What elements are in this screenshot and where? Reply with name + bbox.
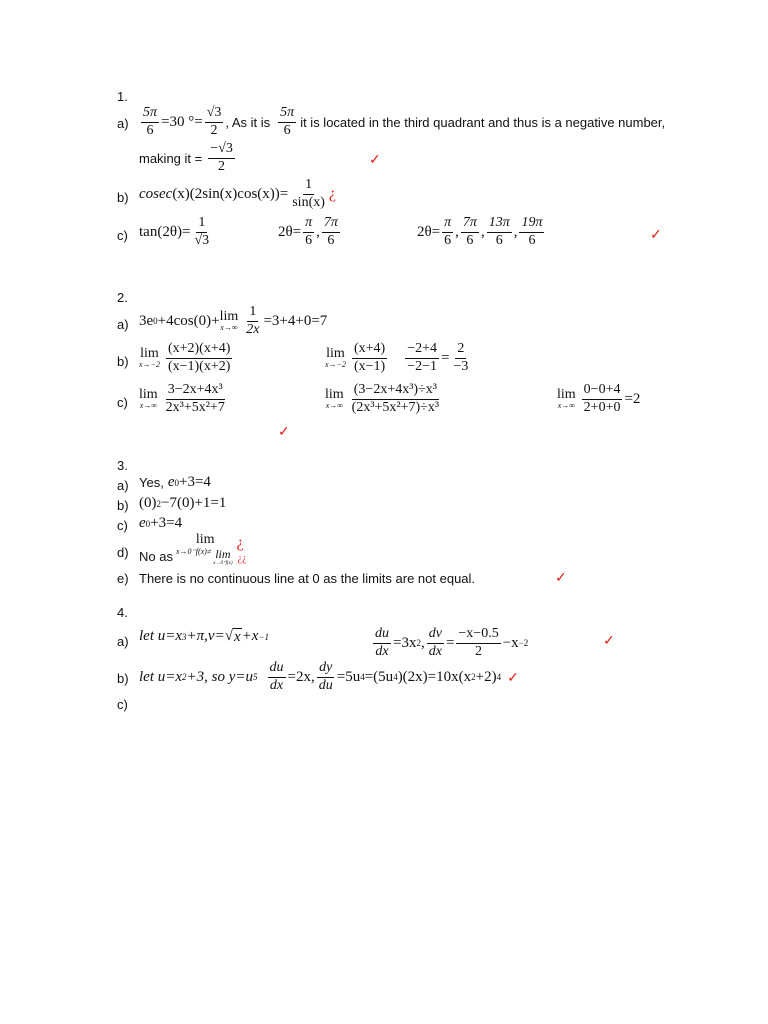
q1a-line-2 bbox=[139, 142, 237, 174]
fraction: $\frac{5\pi}{6}$ bbox=[280, 105, 295, 138]
invalid-char-icon: ¿ bbox=[236, 534, 244, 552]
check-mark-icon: ✓ bbox=[369, 151, 381, 167]
limit-operator: lim x→−2 bbox=[139, 346, 160, 370]
limit-operator: lim x→−2 bbox=[325, 346, 346, 370]
fraction: $\frac{dv}{dx}$ bbox=[428, 626, 442, 659]
q1c-label: c) bbox=[117, 228, 128, 243]
limit-operator: lim x→∞ bbox=[139, 387, 158, 411]
q1a-math-2 bbox=[276, 106, 298, 138]
q4a-label: a) bbox=[117, 634, 129, 649]
equation-text: 3e bbox=[139, 312, 154, 329]
equation-text: )(2x)=10x(x bbox=[397, 668, 472, 685]
fraction: $\frac{(x+4)}{(x-1)}$ bbox=[353, 341, 386, 374]
fraction: $\frac{\pi}{6}$ bbox=[305, 215, 313, 248]
q1b-line bbox=[139, 178, 336, 210]
equation-text: = bbox=[440, 349, 450, 366]
q3e-label: e) bbox=[117, 571, 129, 586]
equation-text: =3+4+0=7 bbox=[263, 312, 328, 329]
fraction: $\frac{1}{√3}$ bbox=[194, 215, 210, 248]
q2c-label: c) bbox=[117, 395, 128, 410]
equation-text: =5u bbox=[336, 668, 361, 685]
equation-text: e bbox=[139, 515, 146, 531]
q2a-line: 3e 0 +4cos(0)+ lim x→∞ $\frac{1}{2x}$ =3+4+0=7 bbox=[139, 304, 328, 337]
q1c-mid: 2θ= $\frac{\pi}{6}$ , $\frac{7\pi}{6}$ bbox=[278, 215, 338, 248]
q3d-line bbox=[139, 533, 247, 566]
fraction: $\frac{7\pi}{6}$ bbox=[323, 215, 338, 248]
equation-text: 2θ= bbox=[278, 223, 302, 240]
limit-operator: lim bbox=[195, 532, 215, 547]
equation-text: +2) bbox=[475, 668, 497, 685]
invalid-char-icon: ¿¿ bbox=[237, 553, 247, 565]
q4c-label: c) bbox=[117, 697, 128, 712]
q1c-right: 2θ= $\frac{\pi}{6}$ , $\frac{7\pi}{6}$ , $\frac{13\pi}{6}$ , $\frac{19\pi}{6}$ bbox=[417, 215, 543, 248]
q3a-line: Yes, e 0 +3=4 bbox=[139, 474, 211, 490]
equation-text: let u=x bbox=[139, 668, 183, 685]
equation-text: +π,v= bbox=[186, 628, 225, 644]
fraction: $\frac{du}{dx}$ bbox=[375, 626, 389, 659]
q3a-text: Yes, bbox=[139, 475, 164, 490]
check-mark-icon: ✓ bbox=[603, 632, 615, 648]
equation-text: +3=4 bbox=[150, 515, 183, 531]
fraction: $\frac{dy}{du}$ bbox=[318, 660, 333, 693]
q1a-tail-text: it is located in the third quadrant and thus is a negative number, bbox=[300, 114, 666, 130]
fraction: $\frac{1}{\sin(x)}$ bbox=[292, 177, 325, 210]
equation-text: 2θ= bbox=[417, 223, 441, 240]
limit-operator: lim x→∞ bbox=[325, 387, 344, 411]
q2c-left bbox=[139, 383, 229, 415]
q1a-making-text: making it = bbox=[139, 150, 203, 166]
q2b-left bbox=[139, 342, 234, 374]
q1c-lhs bbox=[139, 216, 213, 248]
q2a-label: a) bbox=[117, 317, 129, 332]
equation-text: =30 °= bbox=[161, 113, 203, 130]
fraction: $\frac{du}{dx}$ bbox=[269, 660, 284, 693]
q3c-line: e 0 +3=4 bbox=[139, 515, 183, 531]
equation-text: = bbox=[445, 634, 455, 651]
limit-operator: lim x→∞ bbox=[557, 387, 576, 411]
fraction: $\frac{19\pi}{6}$ bbox=[521, 215, 543, 248]
question-number-2: 2. bbox=[117, 290, 128, 305]
q3e-text: There is no continuous line at 0 as the limits are not equal. bbox=[139, 571, 476, 586]
question-number-3: 3. bbox=[117, 458, 128, 473]
check-mark-icon: ✓ bbox=[278, 423, 290, 439]
fraction: $\frac{1}{2x}$ bbox=[246, 304, 260, 337]
equation-text: +x bbox=[241, 628, 259, 644]
q4a-right: $\frac{du}{dx}$ =3x 2 , $\frac{dv}{dx}$ = $\frac{-x-0.5}{2}$ −x −2 bbox=[375, 626, 529, 659]
q2c-mid bbox=[325, 383, 443, 415]
fraction: $\frac{-2+4}{-2-1}$ bbox=[407, 341, 437, 374]
q1b-label: b) bbox=[117, 190, 129, 205]
q1a-line bbox=[139, 106, 665, 138]
limit-operator: lim x→∞ bbox=[219, 309, 239, 333]
fraction: $\frac{(x+2)(x+4)}{(x-1)(x+2)}$ bbox=[167, 341, 231, 374]
equation-text: +3=4 bbox=[179, 474, 211, 490]
q3c-label: c) bbox=[117, 518, 128, 533]
equation-text: e bbox=[167, 474, 175, 490]
fraction: $\frac{-x-0.5}{2}$ bbox=[458, 626, 499, 659]
limit-subscript: x→0⁻f(x)≠ lim x→0⁺f(x) bbox=[175, 546, 233, 566]
invalid-char-icon: ¿ bbox=[328, 185, 337, 203]
question-number-1: 1. bbox=[117, 89, 128, 104]
limit-operator: lim x→0⁺f(x) bbox=[213, 546, 233, 566]
equation-text: let u=x bbox=[139, 628, 183, 644]
fraction: $\frac{2}{-3}$ bbox=[453, 341, 469, 374]
equation-text: =3x bbox=[393, 634, 417, 651]
q1b-math: cosec (x)(2sin(x)cos(x))= $\frac{1}{\sin(x)}$ bbox=[139, 177, 325, 210]
equation-text: −7(0)+1=1 bbox=[161, 495, 227, 511]
equation-text: =2 bbox=[624, 390, 641, 407]
q1a-mid-text: , As it is bbox=[225, 114, 271, 130]
radicand: x bbox=[233, 628, 241, 645]
q3d-label: d) bbox=[117, 545, 129, 560]
equation-text: tan(2θ)= bbox=[139, 223, 191, 240]
q2b-label: b) bbox=[117, 354, 129, 369]
q3b-label: b) bbox=[117, 498, 129, 513]
q4b-line: let u=x 2 +3, so y=u 5 $\frac{du}{dx}$ =2x, $\frac{dy}{du}$ =5u 4 =(5u 4 )(2x)=10x(x 2 +2) 4 ✓ bbox=[139, 660, 519, 693]
question-number-4: 4. bbox=[117, 605, 128, 620]
equation-text: , bbox=[420, 634, 425, 651]
equation-text: (x)(2sin(x)cos(x))= bbox=[172, 185, 289, 202]
fraction: $\frac{7\pi}{6}$ bbox=[462, 215, 477, 248]
equation-text: (0) bbox=[139, 495, 157, 511]
q1a-math-3 bbox=[206, 142, 237, 174]
fraction: $\frac{13\pi}{6}$ bbox=[488, 215, 510, 248]
q4a-left: let u=x 3 +π,v= √ x +x −1 bbox=[139, 628, 269, 645]
q2c-right bbox=[557, 383, 640, 415]
q1a-label: a) bbox=[117, 116, 129, 131]
check-mark-icon: ✓ bbox=[555, 569, 567, 585]
check-mark-icon: ✓ bbox=[507, 668, 519, 685]
equation-text: =(5u bbox=[364, 668, 394, 685]
check-mark-icon: ✓ bbox=[650, 226, 662, 242]
fraction: $\frac{\text{3−2x+4x³}}{\text{2x³+5x²+7}}$ bbox=[165, 382, 225, 415]
equation-text: −x bbox=[502, 634, 519, 651]
equation-text: +4cos(0)+ bbox=[157, 312, 220, 329]
fraction: $\frac{\text{(3−2x+4x³)÷x³}}{\text{(2x³+5x²+7)÷x³}}$ bbox=[351, 382, 440, 415]
fraction: $\frac{√3}{2}$ bbox=[206, 105, 222, 138]
q2b-right bbox=[325, 342, 472, 374]
equation-text: =2x, bbox=[287, 668, 315, 685]
q4b-label: b) bbox=[117, 671, 129, 686]
equation-text: +3, so y=u bbox=[186, 668, 254, 685]
q3d-text: No as bbox=[139, 549, 173, 565]
fraction: $\frac{-√3}{2}$ bbox=[210, 141, 233, 174]
fraction: $\frac{0-0+4}{2+0+0}$ bbox=[583, 382, 621, 415]
q1a-math bbox=[139, 106, 225, 138]
q3a-label: a) bbox=[117, 478, 129, 493]
q3b-line: (0) 2 −7(0)+1=1 bbox=[139, 495, 227, 511]
fraction: $\frac{5\pi}{6}$ bbox=[143, 105, 158, 138]
fraction: $\frac{\pi}{6}$ bbox=[444, 215, 452, 248]
